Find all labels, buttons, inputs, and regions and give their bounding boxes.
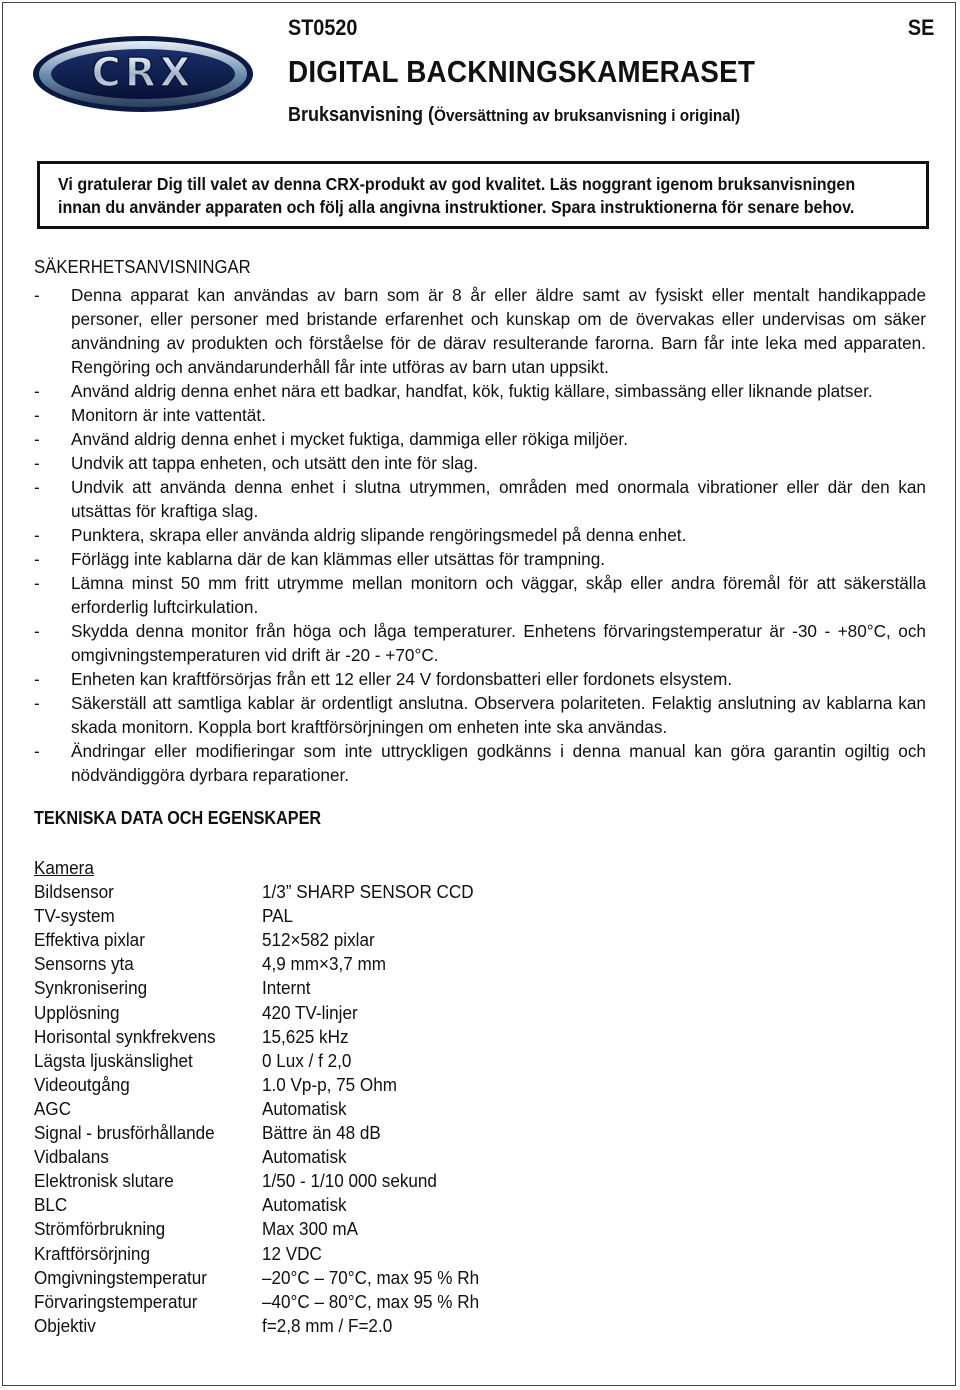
spec-value: 1/3” SHARP SENSOR CCD xyxy=(262,882,474,903)
safety-item xyxy=(34,547,926,571)
spec-value: PAL xyxy=(262,906,294,927)
spec-row xyxy=(34,1121,491,1145)
intro-line: Vi gratulerar Dig till valet av denna CRX-produkt av god kvalitet. Läs noggrant igenom bruksanvisningen xyxy=(58,174,856,194)
spec-key: BLC xyxy=(34,1195,68,1216)
spec-value: 0 Lux / f 2,0 xyxy=(262,1050,352,1071)
spec-value: 420 TV-linjer xyxy=(262,1002,358,1023)
safety-item xyxy=(34,691,926,739)
spec-key: Strömförbrukning xyxy=(34,1219,166,1240)
language-code: SE xyxy=(907,15,934,40)
bullet-dash: - xyxy=(34,693,40,713)
spec-value: –40°C – 80°C, max 95 % Rh xyxy=(262,1291,480,1312)
spec-value: 12 VDC xyxy=(262,1243,322,1264)
spec-row xyxy=(34,928,491,952)
bullet-dash: - xyxy=(34,405,40,425)
bullet-dash: - xyxy=(34,741,40,761)
safety-item xyxy=(34,667,926,691)
spec-value: Max 300 mA xyxy=(262,1219,358,1240)
spec-key: Sensorns yta xyxy=(34,954,134,975)
spec-row xyxy=(34,1097,491,1121)
safety-item xyxy=(34,523,926,547)
safety-item-text: Använd aldrig denna enhet nära ett badkar, handfat, kök, fuktig källare, simbassäng eller liknande platser. xyxy=(71,381,873,401)
spec-key: Videoutgång xyxy=(34,1074,130,1095)
spec-key: Omgivningstemperatur xyxy=(34,1267,207,1288)
safety-item xyxy=(34,403,926,427)
safety-item-text: Undvik att tappa enheten, och utsätt den inte för slag. xyxy=(71,453,479,473)
logo-text: CRX xyxy=(91,50,195,96)
safety-item-text: Undvik att använda denna enhet i slutna utrymmen, områden med onormala vibrationer eller där den kan utsättas för kraftiga slag. xyxy=(71,477,926,521)
spec-key: Bildsensor xyxy=(34,882,114,903)
spec-value: 15,625 kHz xyxy=(262,1026,349,1047)
spec-key: TV-system xyxy=(34,906,115,927)
spec-value: 4,9 mm×3,7 mm xyxy=(262,954,387,975)
spec-value: Automatisk xyxy=(262,1195,347,1216)
spec-row xyxy=(34,880,491,904)
safety-section xyxy=(34,255,926,787)
bullet-dash: - xyxy=(34,477,40,497)
spec-value: 1.0 Vp-p, 75 Ohm xyxy=(262,1074,397,1095)
safety-item-text: Denna apparat kan användas av barn som är 8 år eller äldre samt av fysiskt eller mentalt handikappade personer, eller personer med bristande erfarenhet och kunskap om de övervakas eller undervisas om säker användning av produkten och förståelse för de därav resulterande farorna. Barn får inte leka med apparaten. Rengöring och användarunderhåll får inte utföras av barn utan uppsikt. xyxy=(71,285,926,377)
bullet-dash: - xyxy=(34,429,40,449)
safety-item xyxy=(34,571,926,619)
bullet-dash: - xyxy=(34,549,40,569)
spec-row xyxy=(34,1049,491,1073)
safety-item-text: Enheten kan kraftförsörjas från ett 12 eller 24 V fordonsbatteri eller fordonets elsystem. xyxy=(71,669,733,689)
safety-item xyxy=(34,475,926,523)
spec-row xyxy=(34,1314,491,1338)
spec-key: Förvaringstemperatur xyxy=(34,1291,198,1312)
model-number: ST0520 xyxy=(288,15,358,40)
spec-row xyxy=(34,1242,491,1266)
spec-row xyxy=(34,952,491,976)
spec-row xyxy=(34,1169,491,1193)
safety-item-text: Använd aldrig denna enhet i mycket fuktiga, dammiga eller rökiga miljöer. xyxy=(71,429,628,449)
spec-key: Effektiva pixlar xyxy=(34,930,145,951)
spec-row xyxy=(34,1025,491,1049)
bullet-dash: - xyxy=(34,621,40,641)
spec-key: Kraftförsörjning xyxy=(34,1243,150,1264)
safety-item-text: Säkerställ att samtliga kablar är ordentligt anslutna. Observera polariteten. Felaktig anslutning av kablarna kan skada monitorn. Koppla bort kraftförsörjningen om enheten inte ska användas. xyxy=(71,693,926,737)
spec-value: 1/50 - 1/10 000 sekund xyxy=(262,1171,437,1192)
spec-row xyxy=(34,1073,491,1097)
spec-value: Automatisk xyxy=(262,1098,347,1119)
spec-key: Horisontal synkfrekvens xyxy=(34,1026,216,1047)
spec-key: AGC xyxy=(34,1098,72,1119)
bullet-dash: - xyxy=(34,285,40,305)
spec-value: Bättre än 48 dB xyxy=(262,1123,381,1144)
spec-value: f=2,8 mm / F=2.0 xyxy=(262,1315,393,1336)
spec-key: Signal - brusförhållande xyxy=(34,1123,215,1144)
subtitle-main: Bruksanvisning ( xyxy=(288,104,435,126)
spec-value: Internt xyxy=(262,978,311,999)
crx-logo xyxy=(32,34,254,114)
spec-key: Objektiv xyxy=(34,1315,96,1336)
intro-line: innan du använder apparaten och följ alla angivna instruktioner. Spara instruktionerna för senare behov. xyxy=(58,197,855,217)
spec-value: Automatisk xyxy=(262,1147,347,1168)
spec-key: Lägsta ljuskänslighet xyxy=(34,1050,193,1071)
subtitle-small: Översättning av bruksanvisning i original) xyxy=(434,106,741,125)
safety-item-text: Förlägg inte kablarna där de kan klämmas eller utsättas för trampning. xyxy=(71,549,606,569)
intro-box xyxy=(37,161,929,229)
safety-item xyxy=(34,379,926,403)
camera-label: Kamera xyxy=(34,858,94,878)
document-subtitle xyxy=(288,104,740,127)
spec-value: –20°C – 70°C, max 95 % Rh xyxy=(262,1267,480,1288)
safety-item-text: Punktera, skrapa eller använda aldrig slipande rengöringsmedel på denna enhet. xyxy=(71,525,687,545)
safety-item xyxy=(34,619,926,667)
spec-key: Upplösning xyxy=(34,1002,120,1023)
spec-table xyxy=(34,856,491,1338)
safety-item-text: Ändringar eller modifieringar som inte uttryckligen godkänns i denna manual kan göra garantin ogiltig och nödvändiggöra dyrbara reparationer. xyxy=(71,741,926,785)
spec-row xyxy=(34,904,491,928)
safety-item xyxy=(34,739,926,787)
spec-key: Synkronisering xyxy=(34,978,148,999)
bullet-dash: - xyxy=(34,381,40,401)
spec-row xyxy=(34,1001,491,1025)
bullet-dash: - xyxy=(34,525,40,545)
document-title: DIGITAL BACKNINGSKAMERASET xyxy=(288,54,756,89)
spec-row xyxy=(34,976,491,1000)
safety-item-text: Monitorn är inte vattentät. xyxy=(71,405,266,425)
safety-item xyxy=(34,283,926,379)
tech-heading: TEKNISKA DATA OCH EGENSKAPER xyxy=(34,808,322,828)
safety-item xyxy=(34,451,926,475)
spec-row xyxy=(34,1193,491,1217)
bullet-dash: - xyxy=(34,453,40,473)
spec-value: 512×582 pixlar xyxy=(262,930,375,951)
spec-key: Vidbalans xyxy=(34,1147,109,1168)
safety-item-text: Skydda denna monitor från höga och låga temperaturer. Enhetens förvaringstemperatur är -30 - +80°C, och omgivningstemperaturen vid drift är -20 - +70°C. xyxy=(71,621,926,665)
bullet-dash: - xyxy=(34,573,40,593)
bullet-dash: - xyxy=(34,669,40,689)
spec-row xyxy=(34,1266,491,1290)
spec-key: Elektronisk slutare xyxy=(34,1171,174,1192)
spec-row xyxy=(34,1145,491,1169)
safety-item-text: Lämna minst 50 mm fritt utrymme mellan monitorn och väggar, skåp eller andra föremål för att säkerställa erforderlig luftcirkulation. xyxy=(71,573,926,617)
spec-row xyxy=(34,1290,491,1314)
safety-heading: SÄKERHETSANVISNINGAR xyxy=(34,257,251,277)
spec-row xyxy=(34,1217,491,1241)
safety-item xyxy=(34,427,926,451)
